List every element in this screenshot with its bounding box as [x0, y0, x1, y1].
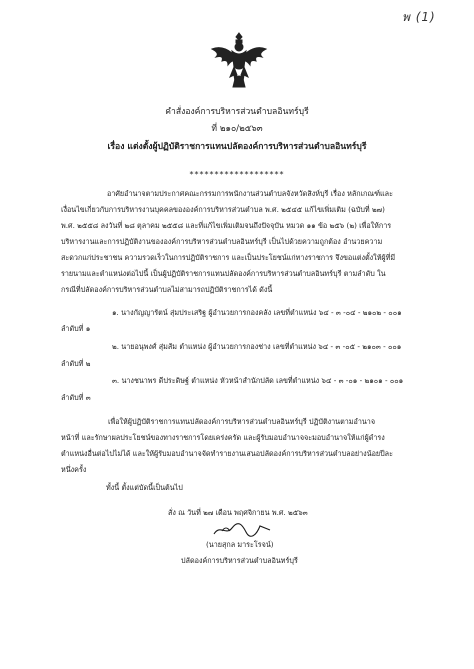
appointee-3: ๓. นางชนาพร ดีประดิษฐ์ ตำแหน่ง หัวหน้าสำนักปลัด เลขที่ตำแหน่ง ๖๔ - ๓ -๐๑ - ๒๑๐๑ - ๐๐๑ — [112, 376, 404, 385]
separator-line: ******************* — [189, 170, 285, 179]
intro-line-2: เงื่อนไขเกี่ยวกับการบริหารงานบุคคลขององค์การบริหารส่วนตำบล พ.ศ. ๒๕๔๕ แก้ไขเพิ่มเติม (ฉบับที่ ๒๗) — [61, 205, 385, 214]
appointee-1-rank: ลำดับที่ ๑ — [61, 324, 91, 333]
intro-line-4: บริหารงานและการปฏิบัติงานขององค์การบริหารส่วนตำบลอินทร์บุรี เป็นไปด้วยความถูกต้อง อำนวยความ — [61, 237, 383, 246]
order-title: คำสั่งองค์การบริหารส่วนตำบลอินทร์บุรี — [165, 107, 309, 117]
handwritten-signature-icon — [212, 522, 272, 538]
signer-title: ปลัดองค์การบริหารส่วนตำบลอินทร์บุรี — [181, 556, 298, 565]
intro-line-6: รายนามและตำแหน่งต่อไปนี้ เป็นผู้ปฏิบัติราชการแทนปลัดองค์การบริหารส่วนตำบลอินทร์บุรี ตามลำดับ ใน — [61, 269, 386, 278]
intro-line-7: กรณีที่ปลัดองค์การบริหารส่วนตำบลไม่สามารถปฏิบัติราชการได้ ดังนี้ — [61, 285, 273, 294]
order-number: ที่ ๒๑๐/๒๕๖๓ — [211, 124, 263, 134]
garuda-emblem-icon — [208, 31, 270, 89]
signer-name: (นายสุกล มาระโรจน์) — [206, 540, 274, 549]
appointee-1: ๑. นางกัญญารัตน์ สุ่มประเสริฐ ผู้อำนวยการกองคลัง เลขที่ตำแหน่ง ๖๔ - ๓ -๐๔ - ๒๑๐๒ - ๐๐๑ — [112, 308, 402, 317]
intro-line-3: พ.ศ. ๒๕๕๘ ลงวันที่ ๒๘ ตุลาคม ๒๕๕๘ และที่แก้ไขเพิ่มเติมจนถึงปัจจุบัน หมวด ๑๑ ข้อ ๒๕๖ (๒) เพื่อให้การ — [61, 221, 392, 230]
closing-line-2: หน้าที่ และรักษาผลประโยชน์ของทางราชการโดยเคร่งครัด และผู้รับมอบอำนาจจะมอบอำนาจให้แก่ผู้ดำรง — [61, 433, 385, 442]
appointee-2: ๒. นายอนุพงศ์ สุ่มส้ม ตำแหน่ง ผู้อำนวยการกองช่าง เลขที่ตำแหน่ง ๖๔ - ๓ -๐๕ - ๒๑๐๓ - ๐๐๑ — [112, 342, 402, 351]
appointee-2-rank: ลำดับที่ ๒ — [61, 359, 91, 368]
intro-line-1: อาศัยอำนาจตามประกาศคณะกรรมการพนักงานส่วนตำบลจังหวัดสิงห์บุรี เรื่อง หลักเกณฑ์และ — [107, 189, 393, 198]
intro-line-5: สะดวกแก่ประชาชน ความรวดเร็วในการปฏิบัติราชการ และเป็นประโยชน์แก่ทางราชการ จึงขอแต่งตั้งให้ผู้ที่มี — [61, 253, 396, 262]
closing-line-3: ตำแหน่งอื่นต่อไปไม่ได้ และให้ผู้รับมอบอำนาจจัดทำรายงานเสนอปลัดองค์การบริหารส่วนตำบลอย่างน้อยปีละ — [61, 449, 393, 458]
closing-line-4: หนึ่งครั้ง — [61, 465, 87, 474]
appointee-3-rank: ลำดับที่ ๓ — [61, 393, 91, 402]
page-number-mark: พ (1) — [402, 10, 436, 24]
closing-line-1: เพื่อให้ผู้ปฏิบัติราชการแทนปลัดองค์การบริหารส่วนตำบลอินทร์บุรี ปฏิบัติงานตามอำนาจ — [108, 417, 376, 426]
order-date: สั่ง ณ วันที่ ๒๗ เดือน พฤศจิกายน พ.ศ. ๒๕๖๓ — [168, 508, 308, 517]
effective-statement: ทั้งนี้ ตั้งแต่บัดนี้เป็นต้นไป — [106, 483, 183, 492]
order-subject: เรื่อง แต่งตั้งผู้ปฏิบัติราชการแทนปลัดองค์การบริหารส่วนตำบลอินทร์บุรี — [107, 142, 367, 152]
